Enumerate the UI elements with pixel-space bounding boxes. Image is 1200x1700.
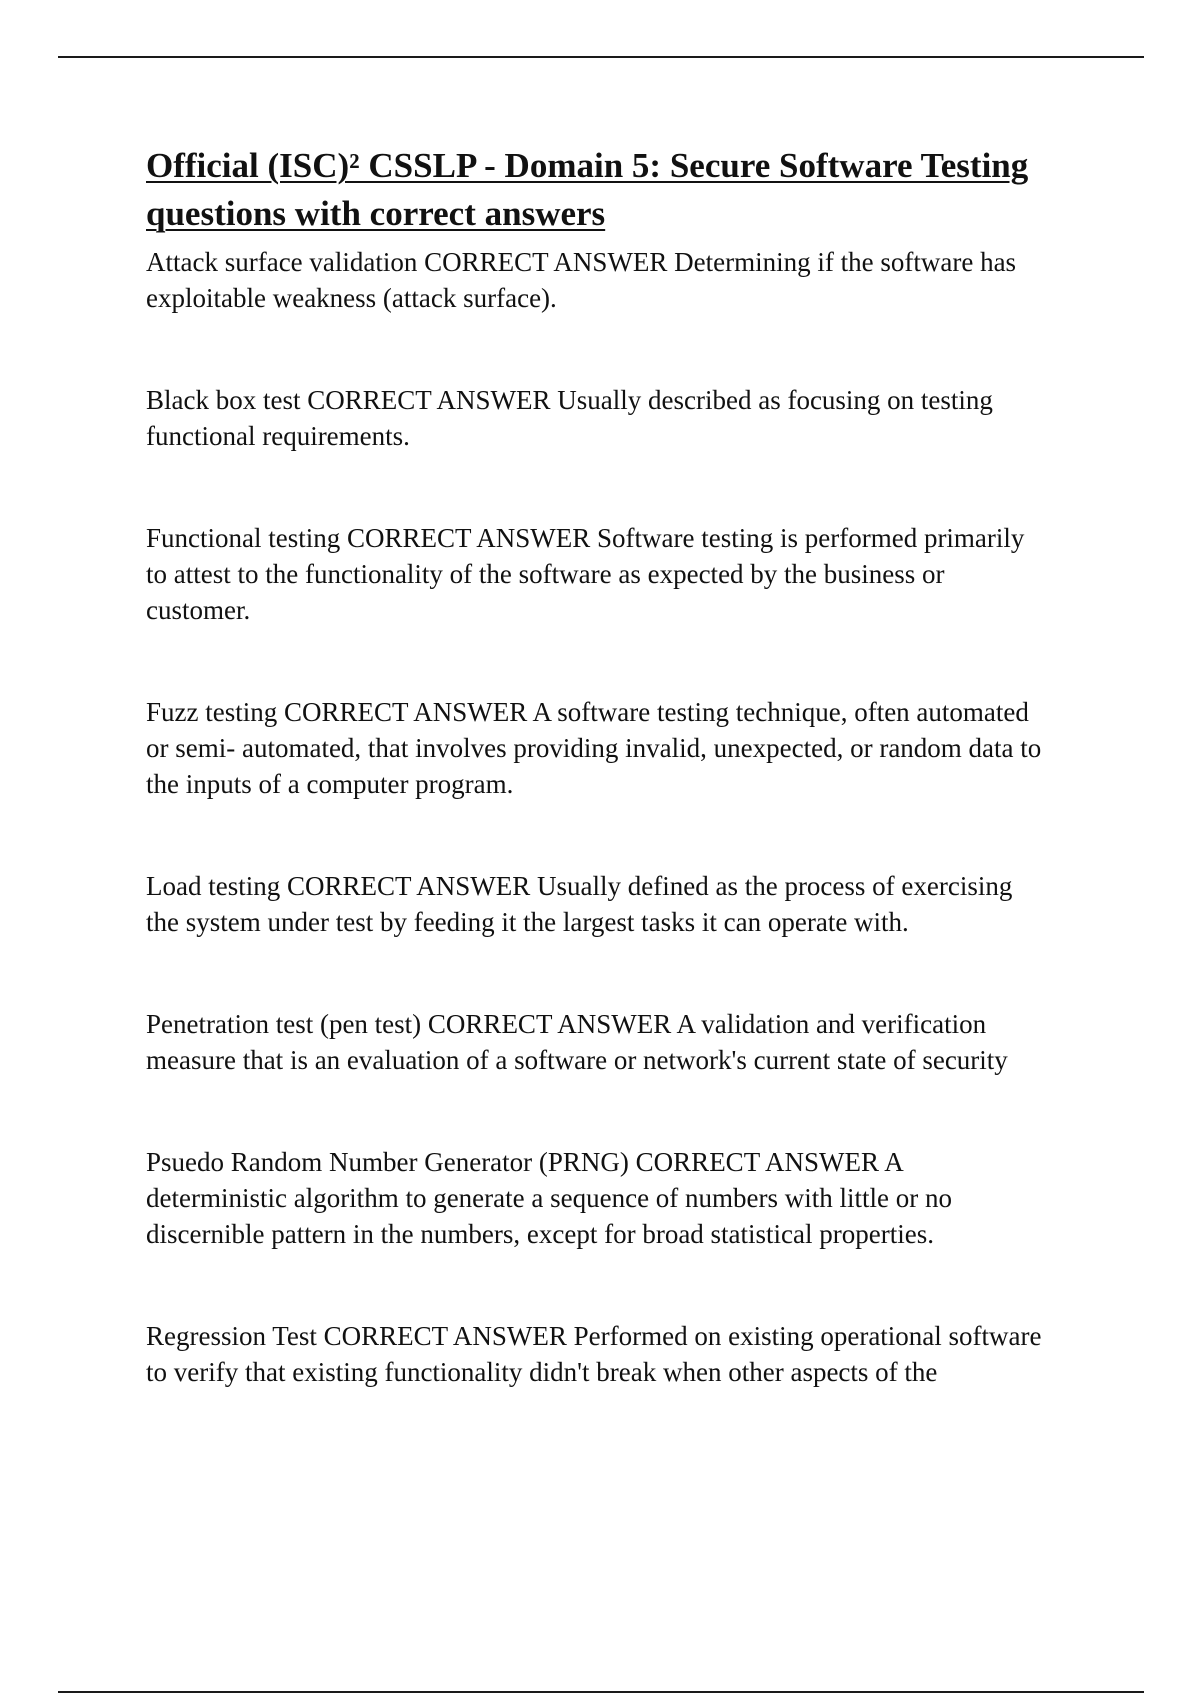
qa-entry-black-box-test: Black box test CORRECT ANSWER Usually described as focusing on testing functional requirements. — [146, 385, 993, 451]
title-line-1: Official (ISC)² CSSLP - Domain 5: Secure Software Testing — [146, 146, 1029, 185]
qa-entry-regression-test: Regression Test CORRECT ANSWER Performed on existing operational software to verify that existing functionality didn't break when other aspects of the — [146, 1321, 1042, 1387]
qa-entry-fuzz-testing: Fuzz testing CORRECT ANSWER A software testing technique, often automated or semi- automated, that involves providing invalid, unexpected, or random data to the inputs of a computer program. — [146, 697, 1042, 799]
qa-entry-attack-surface-validation: Attack surface validation CORRECT ANSWER Determining if the software has exploitable weakness (attack surface). — [146, 247, 1017, 313]
document-title — [146, 142, 1106, 238]
title-line-2: questions with correct answers — [146, 194, 606, 233]
qa-entry-penetration-test: Penetration test (pen test) CORRECT ANSWER A validation and verification measure that is an evaluation of a software or network's current state of security — [146, 1009, 1008, 1075]
document-body — [146, 142, 1106, 1390]
qa-entry-load-testing: Load testing CORRECT ANSWER Usually defined as the process of exercising the system under test by feeding it the largest tasks it can operate with. — [146, 871, 1013, 937]
header-rule — [58, 56, 1144, 58]
qa-entry-functional-testing: Functional testing CORRECT ANSWER Software testing is performed primarily to attest to the functionality of the software as expected by the business or customer. — [146, 523, 1025, 625]
footer-rule — [58, 1691, 1144, 1693]
qa-entry-prng: Psuedo Random Number Generator (PRNG) CORRECT ANSWER A deterministic algorithm to generate a sequence of numbers with little or no discernible pattern in the numbers, except for broad statistical properties. — [146, 1147, 953, 1249]
